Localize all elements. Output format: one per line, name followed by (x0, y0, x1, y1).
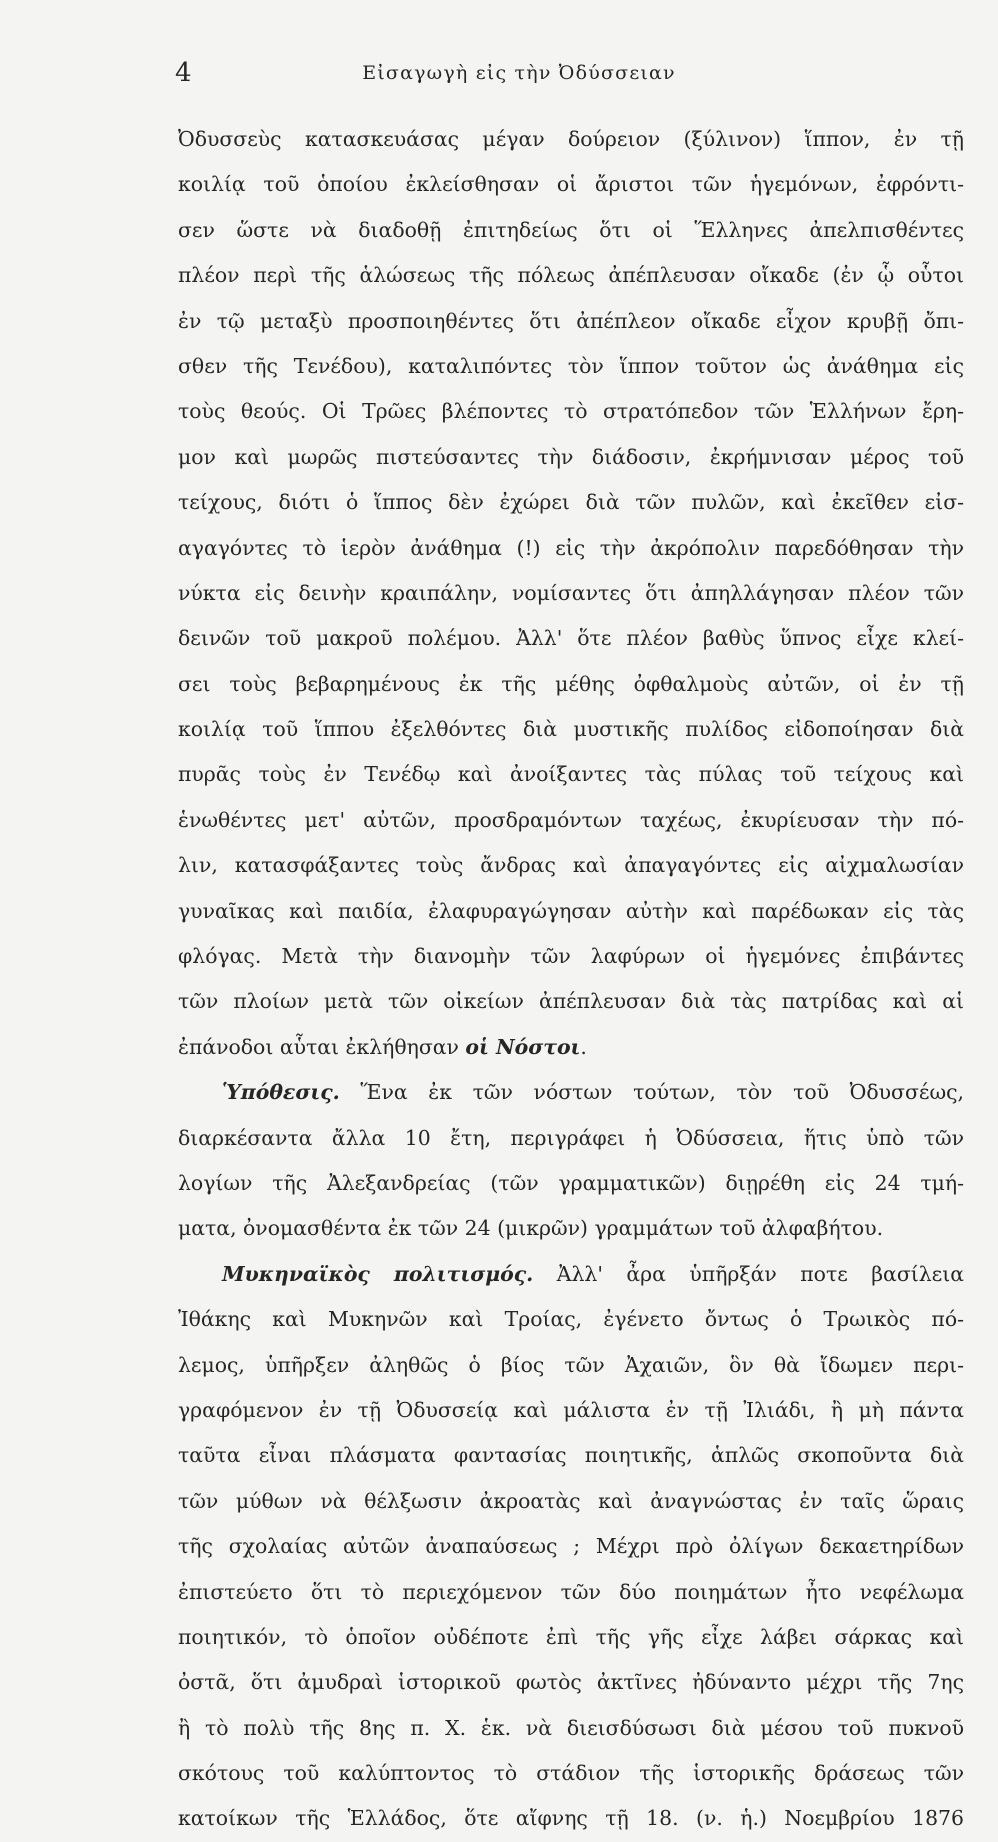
line-text: κοιλίᾳ τοῦ ἵππου ἐξελθόντες διὰ μυστικῆς πυλίδος εἰδοποίησαν διὰ (178, 717, 964, 742)
text-line (178, 1343, 964, 1388)
text-line (178, 435, 964, 480)
line-text: λιν, κατασφάξαντες τοὺς ἄνδρας καὶ ἀπαγαγόντες εἰς αἰχμαλωσίαν (178, 853, 964, 878)
line-text: λεμος, ὑπῆρξεν ἀληθῶς ὁ βίος τῶν Ἀχαιῶν, ὃν θὰ ἴδωμεν περι- (178, 1352, 964, 1377)
line-text: κοιλίᾳ τοῦ ὁποίου ἐκλείσθησαν οἱ ἄριστοι τῶν ἡγεμόνων, ἐφρόντι- (178, 172, 964, 197)
line-text: ποιητικόν, τὸ ὁποῖον οὐδέποτε ἐπὶ τῆς γῆς εἶχε λάβει σάρκας καὶ (178, 1624, 964, 1649)
line-text: κατοίκων τῆς Ἑλλάδος, ὅτε αἴφνης τῇ 18. (ν. ἡ.) Νοεμβρίου 1876 (178, 1806, 964, 1831)
text-line (178, 1660, 964, 1705)
line-text: φλόγας. Μετὰ τὴν διανομὴν τῶν λαφύρων οἱ ἡγεμόνες ἐπιβάντες (178, 944, 964, 969)
text-line (178, 1025, 964, 1070)
line-text: ἐν τῷ μεταξὺ προσποιηθέντες ὅτι ἀπέπλεον οἴκαδε εἶχον κρυβῇ ὄπι- (178, 308, 964, 333)
text-line (178, 162, 964, 207)
text-line (178, 662, 964, 707)
text-line (178, 1615, 964, 1660)
line-text: πλέον περὶ τῆς ἁλώσεως τῆς πόλεως ἀπέπλευσαν οἴκαδε (ἐν ᾧ οὗτοι (178, 263, 964, 288)
line-text: ἑνωθέντες μετ' αὐτῶν, προσδραμόντων ταχέως, ἐκυρίευσαν τὴν πό- (178, 807, 964, 832)
text-line (178, 979, 964, 1024)
line-text: σεν ὥστε νὰ διαδοθῇ ἐπιτηδείως ὅτι οἱ Ἕλληνες ἀπελπισθέντες (178, 217, 964, 242)
line-text: πυρᾶς τοὺς ἐν Τενέδῳ καὶ ἀνοίξαντες τὰς πύλας τοῦ τείχους καὶ (178, 762, 964, 787)
page-number: 4 (175, 58, 192, 88)
text-line (178, 707, 964, 752)
text-line (178, 1161, 964, 1206)
text-line (178, 1116, 964, 1161)
line-text: τῆς σχολαίας αὐτῶν ἀναπαύσεως ; Μέχρι πρὸ ὀλίγων δεκαετηρίδων (178, 1534, 964, 1559)
line-text: ματα, ὀνομασθέντα ἐκ τῶν 24 (μικρῶν) γραμμάτων τοῦ ἀλφαβήτου. (178, 1216, 884, 1241)
body-text (178, 117, 964, 1842)
line-text: ἐπάνοδοι αὗται ἐκλήθησαν (178, 1034, 466, 1059)
text-line (178, 798, 964, 843)
text-line (178, 253, 964, 298)
line-text: ὀστᾶ, ὅτι ἀμυδραὶ ἱστορικοῦ φωτὸς ἀκτῖνες ἠδύναντο μέχρι τῆς 7ης (178, 1670, 964, 1695)
line-text: Ἀλλ' ἆρα ὑπῆρξάν ποτε βασίλεια (533, 1261, 964, 1286)
line-text: ταῦτα εἶναι πλάσματα φαντασίας ποιητικῆς, ἁπλῶς σκοποῦντα διὰ (178, 1443, 964, 1468)
text-line (178, 843, 964, 888)
emphasis-text: Ὑπόθεσις. (222, 1080, 340, 1105)
text-line (178, 1388, 964, 1433)
line-text: ἐπιστεύετο ὅτι τὸ περιεχόμενον τῶν δύο ποιημάτων ἦτο νεφέλωμα (178, 1579, 964, 1604)
line-text: σκότους τοῦ καλύπτοντος τὸ στάδιον τῆς ἱστορικῆς δράσεως τῶν (178, 1761, 964, 1786)
line-text: τῶν μύθων νὰ θέλξωσιν ἀκροατὰς καὶ ἀναγνώστας ἐν ταῖς ὥραις (178, 1488, 964, 1513)
text-line (178, 571, 964, 616)
line-text: γυναῖκας καὶ παιδία, ἐλαφυραγώγησαν αὐτὴν καὶ παρέδωκαν εἰς τὰς (178, 898, 964, 923)
line-text: Ἰθάκης καὶ Μυκηνῶν καὶ Τροίας, ἐγένετο ὄντως ὁ Τρωικὸς πό- (178, 1307, 964, 1332)
line-text: νύκτα εἰς δεινὴν κραιπάλην, νομίσαντες ὅτι ἀπηλλάγησαν πλέον τῶν (178, 580, 964, 605)
text-line (178, 1206, 964, 1251)
emphasis-text: Μυκηναϊκὸς πολιτισμός. (222, 1261, 534, 1286)
text-line (178, 1479, 964, 1524)
line-text: Ἕνα ἐκ τῶν νόστων τούτων, τὸν τοῦ Ὀδυσσέως, (339, 1080, 964, 1105)
line-text: διαρκέσαντα ἄλλα 10 ἔτη, περιγράφει ἡ Ὀδύσσεια, ἥτις ὑπὸ τῶν (178, 1125, 964, 1150)
line-text: Ὀδυσσεὺς κατασκευάσας μέγαν δούρειον (ξύλινον) ἵππον, ἐν τῇ (178, 127, 964, 151)
line-text: αγαγόντες τὸ ἱερὸν ἀνάθημα (!) εἰς τὴν ἀκρόπολιν παρεδόθησαν τὴν (178, 535, 964, 560)
line-text: γραφόμενον ἐν τῇ Ὀδυσσείᾳ καὶ μάλιστα ἐν τῇ Ἰλιάδι, ἢ μὴ πάντα (178, 1397, 964, 1422)
line-text: μον καὶ μωρῶς πιστεύσαντες τὴν διάδοσιν, ἐκρήμνισαν μέρος τοῦ (178, 444, 964, 469)
text-line (178, 1070, 964, 1115)
line-text: τῶν πλοίων μετὰ τῶν οἰκείων ἀπέπλευσαν διὰ τὰς πατρίδας καὶ αἱ (178, 989, 964, 1014)
text-line (178, 299, 964, 344)
text-line (178, 616, 964, 661)
emphasis-text: οἱ Νόστοι (465, 1034, 581, 1059)
text-line (178, 1252, 964, 1297)
text-line (178, 1524, 964, 1569)
text-line (178, 1751, 964, 1796)
text-line (178, 934, 964, 979)
running-head: Εἰσαγωγὴ εἰς τὴν Ὀδύσσειαν (362, 62, 676, 84)
line-text: τοὺς θεούς. Οἱ Τρῶες βλέποντες τὸ στρατόπεδον τῶν Ἑλλήνων ἔρη- (178, 399, 964, 424)
line-text: τείχους, διότι ὁ ἵππος δὲν ἐχώρει διὰ τῶν πυλῶν, καὶ ἐκεῖθεν εἰσ- (178, 490, 964, 515)
line-text: δεινῶν τοῦ μακροῦ πολέμου. Ἀλλ' ὅτε πλέον βαθὺς ὕπνος εἶχε κλεί- (178, 626, 964, 651)
line-text: σθεν τῆς Τενέδου), καταλιπόντες τὸν ἵππον τοῦτον ὡς ἀνάθημα εἰς (178, 353, 964, 378)
text-line (178, 752, 964, 797)
text-line (178, 389, 964, 434)
text-line (178, 208, 964, 253)
text-line (178, 1570, 964, 1615)
line-text: ἢ τὸ πολὺ τῆς 8ης π. Χ. ἑκ. νὰ διεισδύσωσι διὰ μέσου τοῦ πυκνοῦ (178, 1715, 964, 1740)
text-line (178, 480, 964, 525)
text-line (178, 1796, 964, 1841)
line-text: λογίων τῆς Ἀλεξανδρείας (τῶν γραμματικῶν) διῃρέθη εἰς 24 τμή- (178, 1170, 964, 1195)
line-text: . (580, 1034, 587, 1059)
text-line (178, 117, 964, 162)
text-line (178, 889, 964, 934)
line-text: σει τοὺς βεβαρημένους ἐκ τῆς μέθης ὀφθαλμοὺς αὐτῶν, οἱ ἐν τῇ (178, 671, 964, 696)
text-line (178, 526, 964, 571)
text-line (178, 344, 964, 389)
text-line (178, 1706, 964, 1751)
text-line (178, 1297, 964, 1342)
text-line (178, 1433, 964, 1478)
